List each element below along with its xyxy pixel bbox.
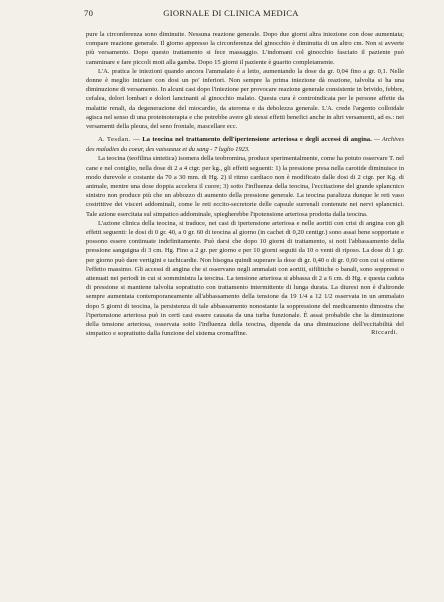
paragraph-clinical-action: L'azione clinica della teocina, si traduce, nei casi di ipertensione arteriosa e nelle aortiti con crisi di angina con gli effetti seguenti: le dosi di 0 gr. 40, a 0 gr. 60 di teocina al giorno (in cachet di 0,20 centigr.) sono assai bene sopportate e possono essere continuate indefinitamente. Può darsi che dopo 10 giorni di trattamento, si noti l'abbassamento della pressione sanguigna di 3 cm. Hg. Fino a 2 gr. per giorno e per 10 giorni seguiti da 10 o venti di riposo. La dose di 1 gr. per giorno può dare vertigini e tachicardie. Non bisogna quindi superare la dose di gr. 0,40 o di gr. 0,60 con cui si ottiene l'effetto massimo. Gli accessi di angina che si osservano negli ammalati con aortiti, sifilitiche o banali, sono soppressi o attenuati nei periodi in cui si somministra la teocina. La tensione arteriosa si abbassa di 2 a 6 cm. di Hg. e questa caduta di pressione si mantiene talvolta soprattutto con trattamento intermittente di lunga durata. La diuresi non è d'altronde sempre aumentata contemporaneamente all'abbassamento della tensione da 19 1/4 a 12 1/2 osservata in un ammalato dopo 5 giorni di teocina, la persistenza di tale abbassamento nonostante la soppressione del medicamento dimostra che l'ipertensione arteriosa può in certi casi essere causata da una turba funzionale. È assai probabile che la diminuzione della tensione arteriosa, osservata sotto l'influenza della teocina, dipenda da una diminuzione dell'eccitabilità del simpatico e soprattutto dalla funzione del sistema cromaffine. (86, 219, 404, 338)
page-number: 70 (84, 8, 94, 18)
reference-title: La teocina nel trattamento dell'ipertensione arteriosa e degli accessi di angina. (142, 136, 372, 144)
journal-title: GIORNALE DI CLINICA MEDICA (163, 8, 299, 18)
reference-source: — Archives des maladies du coeur, des vaisseaux et du sang - 7 luglio 1923. (86, 136, 405, 153)
abstract-reference-heading (86, 135, 404, 154)
paragraph-experimental-effects: La teocina (teofilina sintetica) isomera della teobromina, produce sperimentalmente, come ha potuto osservare T. nel cane e nel coniglio, nella dose di 2 a 4 ctgr. per kg., gli effetti seguenti: 1) la pressione presa nella carotide diminuisce in modo durevole e costante da 70 a 30 mm. di Hg. 2) il ritmo cardiaco non è modificato dalle dosi di 2 ctgr. per Kg. di animale, mentre una dose doppia accelera il cuore; 3) sotto l'influenza della teocina, l'eccitazione del grande splancnico sinistro non produce più che un abbozzo di aumento della pressione generale. La teocina paralizza dunque le reti vaso costrittive dei visceri addominali, come le reti eccito-secretorie delle capsule surrenali contenute nei nervi splancnici. Tale azione esercitata sul simpatico addominale, spiegherebbe l'ipotensione arteriosa prodotta dalla teocina. (86, 155, 404, 218)
paragraph-treatment-notes: L'A. pratica le iniezioni quando ancora l'ammalato è a letto, aumentando la dose da gr. 0,04 fino a gr. 0,1. Nelle donne è meglio iniziare con dosi un po' inferiori. Non sempre la prima iniezione dà reazione, talvolta si ha una diminuzione di versamento. In alcuni casi dopo l'iniezione per provocare reazione generale consistente in brivido, febbre, cefalea, dolori lombari e dolori lancinanti al ginocchio malato. Questa cura è controindicata per le persone affette da malattie renali, da degenerazione del miocardio, da ateroma e da debolezza generale. L'A. crede l'argento colloidale agisca nel senso di una proteinoterapia e che potrebbe avere gli stessi effetti benefici anche in altri versamenti, ad es.: nei versamenti della pleura, del seno frontale, mascellare ecc. (86, 67, 404, 131)
reference-marker: A. (98, 136, 105, 144)
reference-author: Tesdan. (106, 136, 131, 144)
abstract-signature: Riccardi. (371, 329, 398, 337)
running-header (86, 8, 404, 30)
reference-dash: — (130, 136, 143, 144)
paragraph-case-continuation: pure la circonferenza sono diminuite. Nessuna reazione generale. Dopo due giorni altra iniezione con dose aumentata; compare reazione generale. Il giorno appresso la circonferenza del ginocchio è diminuita di un altro cm. Non si avverte più versamento. Dopo questo trattamento si fece massaggio. L'indomani col ginocchio fasciato il paziente può camminare e fare piccoli moti alla gamba. Dopo 15 giorni il paziente è guarito completamente. (86, 31, 404, 66)
